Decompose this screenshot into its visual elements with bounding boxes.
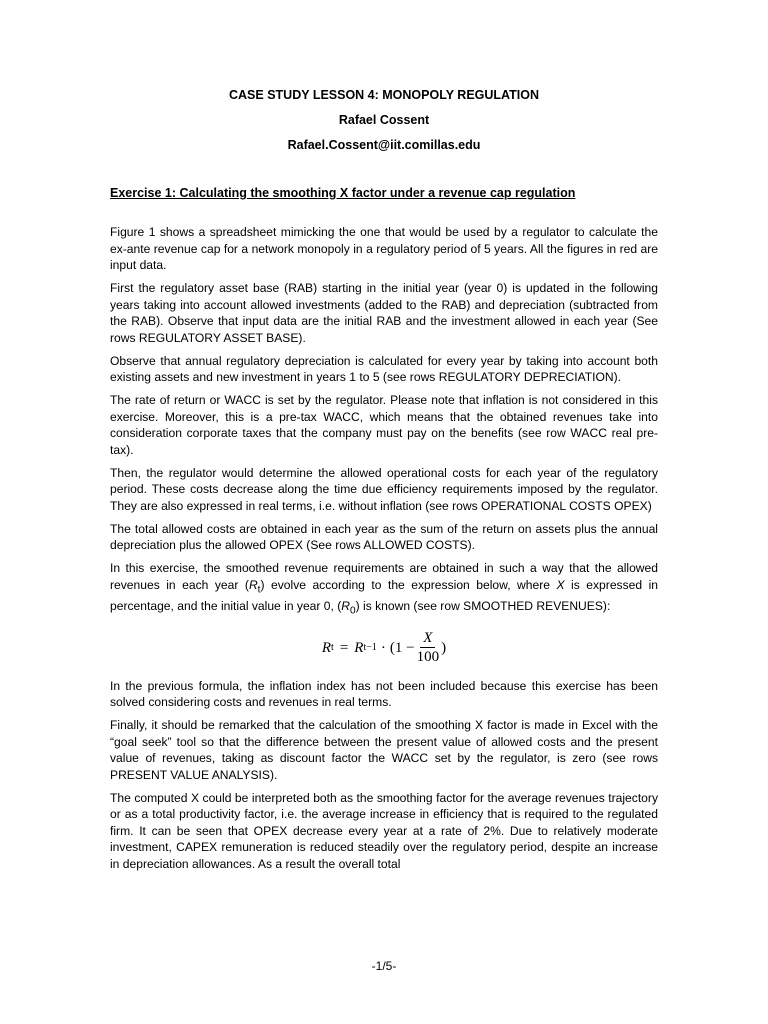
paragraph-depreciation: Observe that annual regulatory depreciation is calculated for every year by taking into account both existing assets and new investment in years 1 to 5 (see rows REGULATORY DEPRECIATION). <box>110 353 658 384</box>
paragraph-allowed-costs: The total allowed costs are obtained in each year as the sum of the return on assets plus the annual depreciation plus the allowed OPEX (See rows ALLOWED COSTS). <box>110 521 658 552</box>
paragraph-inflation-note: In the previous formula, the inflation index has not been included because this exercise has been solved considering costs and revenues in real terms. <box>110 678 658 710</box>
paragraph-opex: Then, the regulator would determine the allowed operational costs for each year of the regulatory period. These costs decrease along the time due efficiency requirements imposed by the regulator. They are also expressed in real terms, i.e. without inflation (see rows OPERATIONAL COSTS OPEX) <box>110 465 658 513</box>
formula-fraction: $\frac{X}{100}$ <box>416 630 440 666</box>
paragraph-wacc: The rate of return or WACC is set by the regulator. Please note that inflation is not considered in this exercise. Moreover, this is a pre-tax WACC, which means that the obtained revenues take into consideration corporate taxes that the company must pay on the benefits (see row WACC real pre-tax). <box>110 393 658 457</box>
paragraph-rab: First the regulatory asset base (RAB) starting in the initial year (year 0) is updated in the following years taking into account allowed investments (added to the RAB) and depreciation (subtracted from the RAB). Observe that input data are the initial RAB and the investment allowed in each year (See rows REGULATORY ASSET BASE). <box>110 281 658 345</box>
body-text <box>110 224 658 879</box>
paragraph-figure-intro: Figure 1 shows a spreadsheet mimicking the one that would be used by a regulator to calculate the ex-ante revenue cap for a network monopoly in a regulatory period of 5 years. All the figures in red are input data. <box>110 225 658 272</box>
author-email: Rafael.Cossent@iit.comillas.edu <box>287 138 481 152</box>
exercise-heading: Exercise 1: Calculating the smoothing X factor under a revenue cap regulation <box>110 186 576 200</box>
paragraph-x-interpretation: The computed X could be interpreted both as the smoothing factor for the average revenues trajectory or as a total productivity factor, i.e. the average increase in efficiency that is required to the regulated firm. It can be seen that OPEX decrease every year at a rate of 2%. Due to relatively moderate investment, CAPEX remuneration is reduced steadily over the regulatory period, despite an increase in depreciation allowances. As a result the overall total <box>110 790 658 871</box>
revenue-formula: R t = R t−1 · (1 − $\frac{X}{100}$ ) <box>321 630 447 666</box>
document-title: CASE STUDY LESSON 4: MONOPOLY REGULATION <box>229 88 539 102</box>
author-name: Rafael Cossent <box>338 113 430 127</box>
paragraph-smoothed-revenues: In this exercise, the smoothed revenue requirements are obtained in such a way that the allowed revenues in each year $(R_t)$ evolve according to the expression below, where X is expressed in percentage, and the initial value in year 0, $(R_0)$ is known (see row SMOOTHED REVENUES): <box>110 561 658 617</box>
page-number: -1/5- <box>371 959 397 973</box>
paragraph-goal-seek: Finally, it should be remarked that the calculation of the smoothing X factor is made in Excel with the “goal seek” tool so that the difference between the present value of allowed costs and the present value of revenues, taking as discount factor the WACC set by the regulator, is zero (see rows PRESENT VALUE ANALYSIS). <box>110 718 658 782</box>
